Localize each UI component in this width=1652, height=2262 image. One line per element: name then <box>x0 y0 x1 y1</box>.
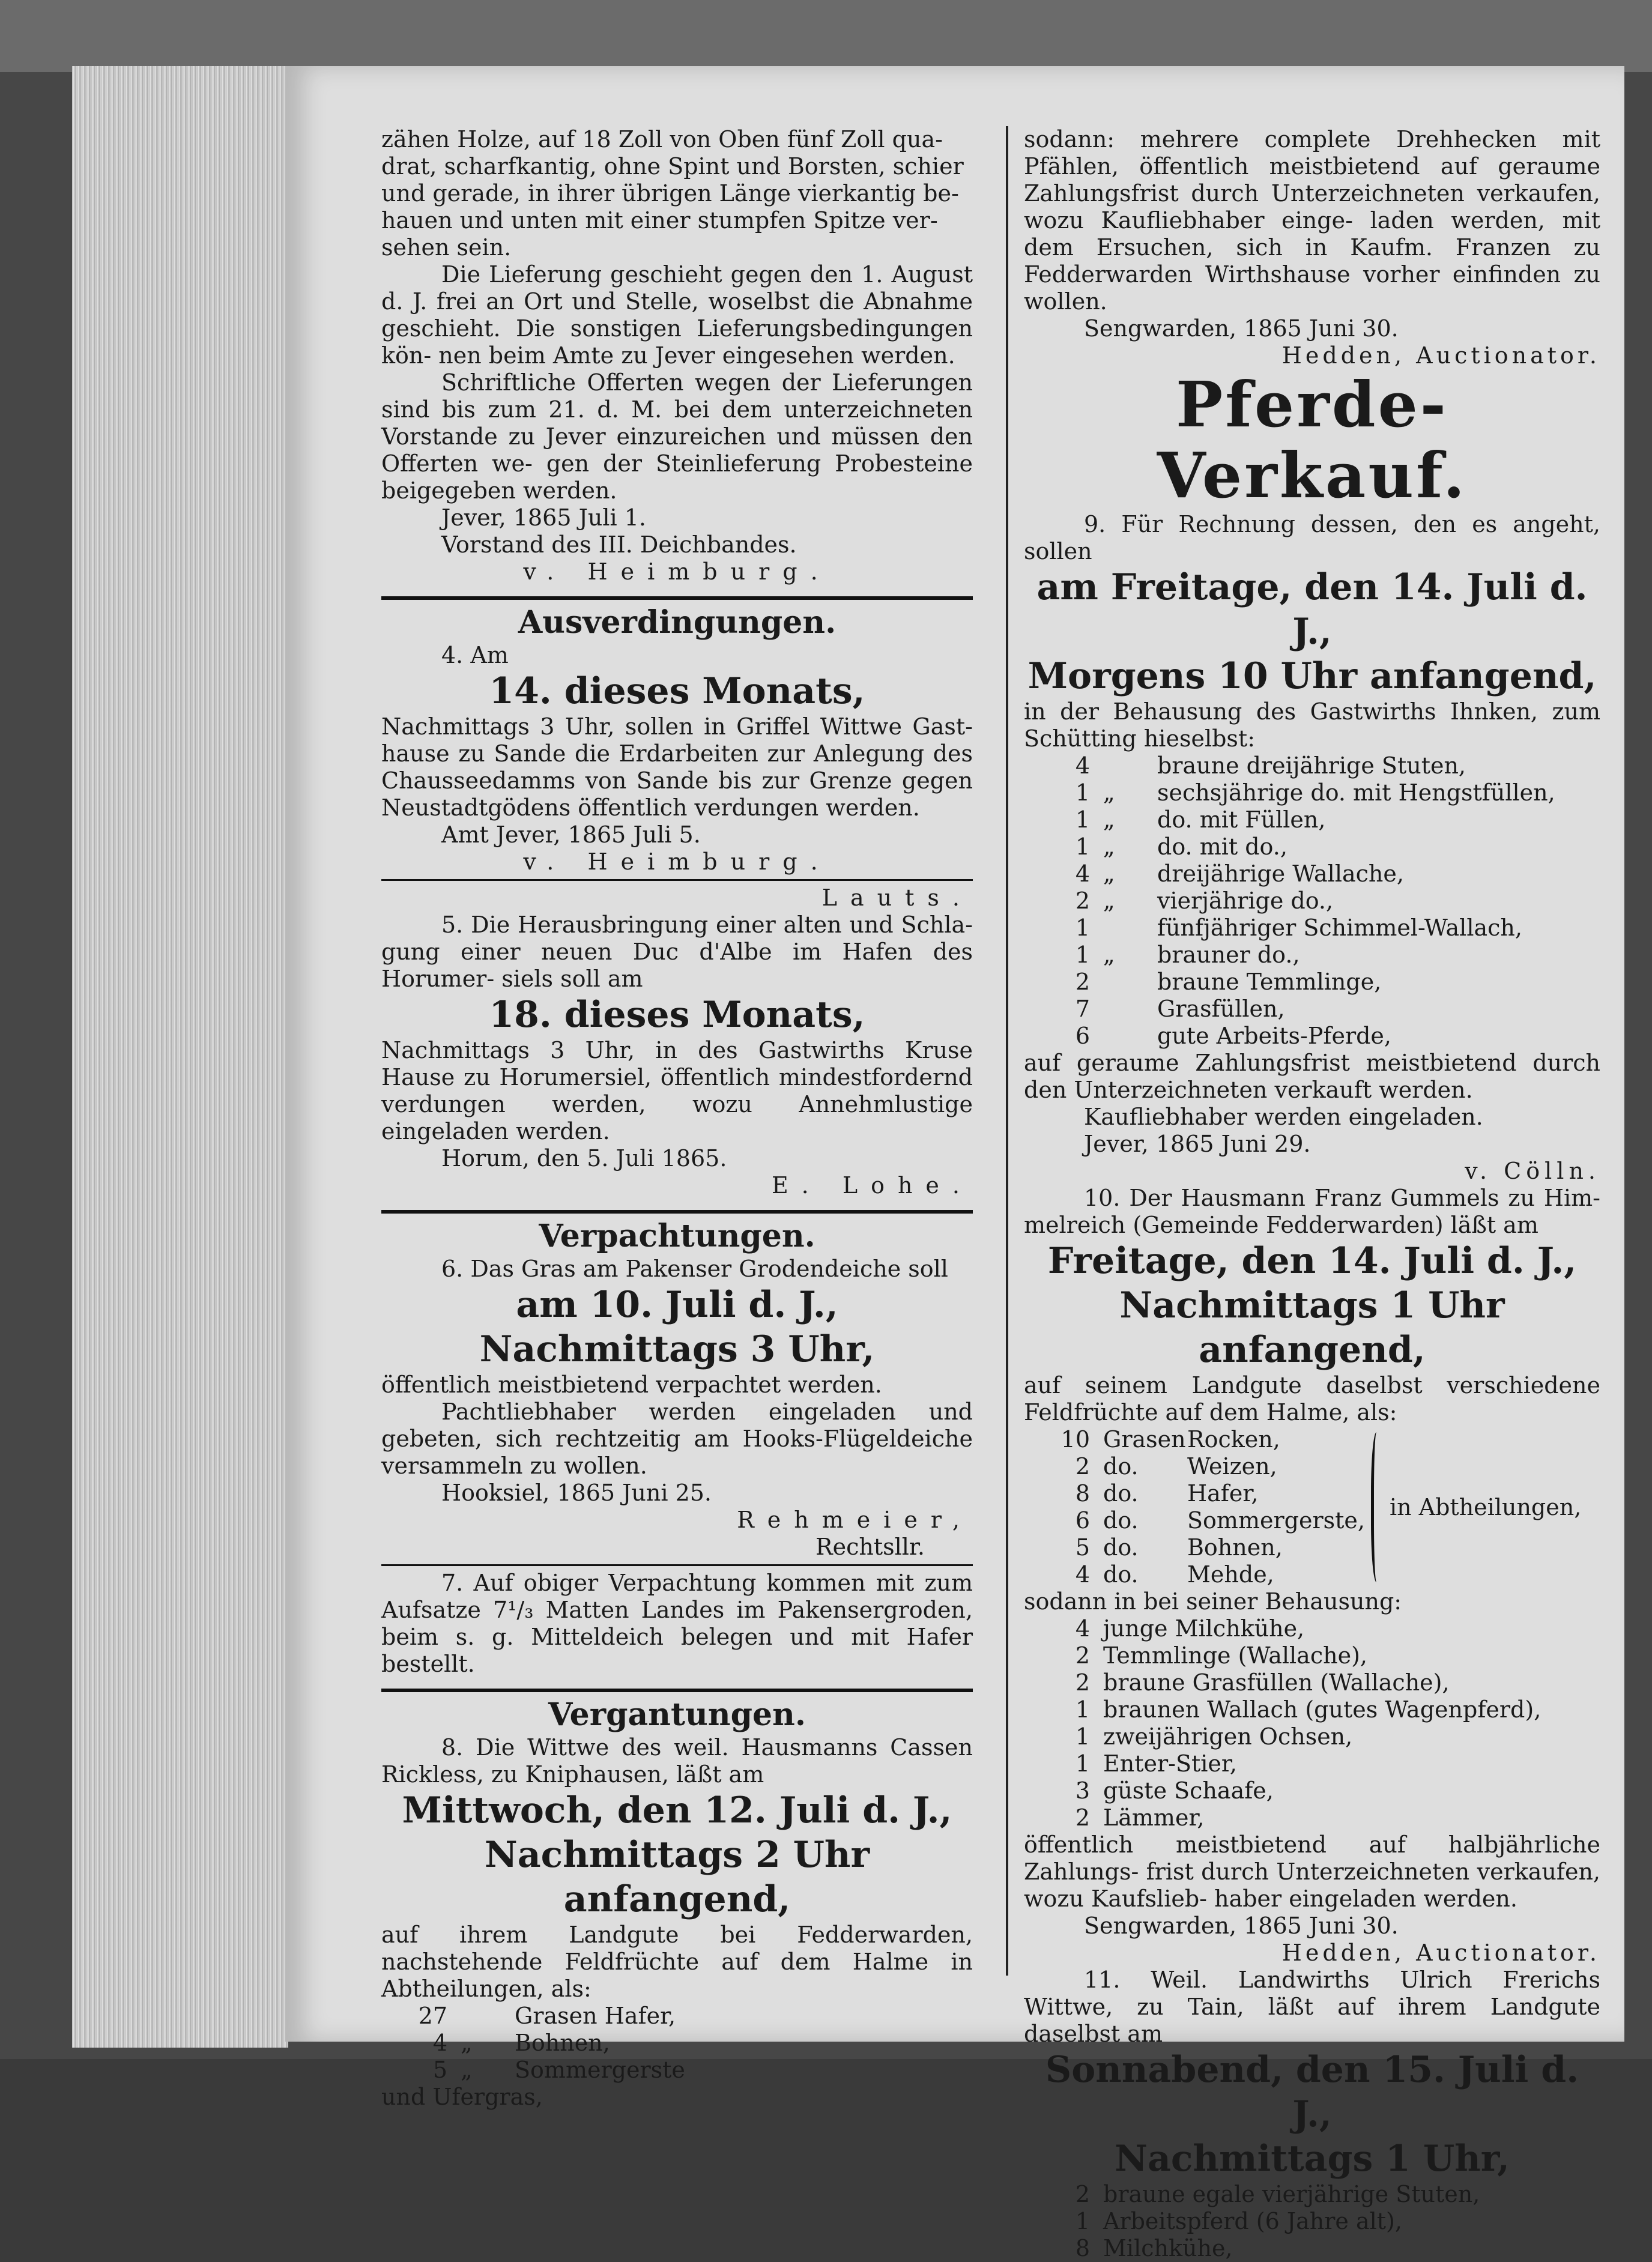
right-column <box>1024 126 1600 2262</box>
item-text: zweijährigen Ochsen, <box>1103 1723 1353 1750</box>
ad11-list <box>1024 2181 1600 2262</box>
ad6-date: am 10. Juli d. J., Nachmittags 3 Uhr, <box>479 1284 875 1370</box>
item-text: Hafer, <box>1187 1480 1259 1507</box>
item-text: brauner do., <box>1157 942 1300 968</box>
list-item <box>1024 1669 1600 1696</box>
item-ditto: do. <box>1103 1480 1139 1507</box>
intro-line: und gerade, in ihrer übrigen Länge vierkantig be- <box>381 180 959 207</box>
signature: v. Heimburg. <box>523 558 831 585</box>
section-heading-verpachtungen: Verpachtungen. <box>539 1218 815 1254</box>
ad9-time: Morgens 10 Uhr anfangend, <box>1027 655 1597 697</box>
item-count: 10 <box>1060 1426 1090 1453</box>
item-text: gute Arbeits-Pferde, <box>1157 1023 1392 1049</box>
ad10-signature: Hedden, Auctionator. <box>1281 1940 1600 1966</box>
ad9-text-3: auf geraume Zahlungsfrist meistbietend durch den Unterzeichneten verkauft werden. <box>1024 1050 1600 1103</box>
list-item <box>1024 996 1600 1023</box>
item-count: 2 <box>1075 969 1090 995</box>
ad11-text: 11. Weil. Landwirths Ulrich Frerichs Wittwe, zu Tain, läßt auf ihrem Landgute daselbst am <box>1024 1967 1600 2047</box>
column-divider <box>1006 126 1008 1976</box>
item-ditto: „ <box>461 2030 473 2056</box>
item-count: 8 <box>1075 1480 1090 1507</box>
item-ditto: do. <box>1103 1534 1139 1561</box>
ad8-end: und Ufergras, <box>381 2084 543 2110</box>
list-item <box>1024 1480 1365 1507</box>
ad4-signature: v. Heimburg. <box>523 848 831 875</box>
list-item <box>1024 860 1600 888</box>
list-item <box>1024 942 1600 969</box>
section-heading-vergantungen: Vergantungen. <box>548 1696 806 1733</box>
ad8-date: Mittwoch, den 12. Juli d. J., <box>402 1789 952 1831</box>
brace-icon <box>1371 1432 1385 1582</box>
list-item <box>1024 1723 1600 1750</box>
item-ditto <box>461 2003 515 2030</box>
item-text: güste Schaafe, <box>1103 1777 1274 1804</box>
left-column <box>381 126 973 2111</box>
section-rule <box>381 1689 973 1692</box>
list-item <box>1024 1750 1600 1777</box>
item-text: braune Grasfüllen (Wallache), <box>1103 1669 1450 1696</box>
item-count: 1 <box>1075 806 1090 833</box>
list-item <box>1024 1696 1600 1723</box>
item-count: 1 <box>1075 915 1090 941</box>
ad4-signature-2: Lauts. <box>821 885 973 911</box>
ad6-signature: Rehmeier, <box>737 1507 973 1533</box>
item-ditto: „ <box>1103 806 1115 833</box>
item-text: Bohnen, <box>515 2030 610 2056</box>
item-text: Lämmer, <box>1103 1804 1205 1831</box>
item-text: Enter-Stier, <box>1103 1750 1237 1777</box>
item-count: 1 <box>1075 833 1090 860</box>
item-count: 3 <box>1075 1777 1090 1804</box>
ad10-place: Sengwarden, 1865 Juni 30. <box>1084 1913 1399 1939</box>
list-item <box>1024 2181 1600 2208</box>
item-text: Temmlinge (Wallache), <box>1103 1642 1367 1669</box>
item-ditto <box>1103 752 1157 779</box>
ad9-date: am Freitage, den 14. Juli d. J., <box>1036 566 1588 653</box>
item-text: braunen Wallach (gutes Wagenpferd), <box>1103 1696 1542 1723</box>
list-item <box>1024 969 1600 996</box>
ad11-time: Nachmittags 1 Uhr, <box>1115 2138 1510 2180</box>
ad10-bracket-label: in Abtheilungen, <box>1389 1493 1582 1520</box>
item-ditto: do. <box>1103 1507 1139 1534</box>
list-item <box>1024 833 1600 860</box>
ad7-text: 7. Auf obiger Verpachtung kommen mit zum Aufsatze 7¹/₃ Matten Landes im Pakensergroden, beim s. g. Mitteldeich belegen und mit Hafer bestellt. <box>381 1570 973 1677</box>
ad6-text: 6. Das Gras am Pakenser Grodendeiche soll <box>441 1256 948 1282</box>
item-count: 1 <box>1075 942 1090 968</box>
list-item <box>381 2003 973 2030</box>
ad9-text-4: Kaufliebhaber werden eingeladen. <box>1084 1104 1483 1130</box>
item-text: Rocken, <box>1187 1426 1280 1453</box>
ad6-text-2: öffentlich meistbietend verpachtet werden. <box>381 1371 882 1398</box>
item-count: 4 <box>1075 1561 1090 1588</box>
item-count: 4 <box>432 2030 447 2056</box>
ad5-signature: E. Lohe. <box>771 1172 973 1199</box>
list-item <box>1024 915 1600 942</box>
section-rule <box>381 1210 973 1214</box>
item-ditto <box>1103 915 1157 942</box>
item-ditto: „ <box>1103 942 1115 968</box>
list-item <box>1024 1534 1365 1561</box>
item-text: junge Milchkühe, <box>1103 1615 1305 1642</box>
list-item <box>381 2030 973 2057</box>
item-count: 7 <box>1075 996 1090 1022</box>
divider <box>381 879 973 881</box>
item-ditto <box>1103 969 1157 996</box>
ad4-place: Amt Jever, 1865 Juli 5. <box>441 821 701 848</box>
scan-top-margin <box>0 0 1652 72</box>
item-text: Mehde, <box>1187 1561 1274 1588</box>
item-ditto: Grasen <box>1103 1426 1186 1453</box>
offers-text: Schriftliche Offerten wegen der Lieferungen sind bis zum 21. d. M. bei dem unterzeichneten Vorstande zu Jever einzureichen und müssen den Offerten we- gen der Steinlieferung Probesteine beigegeben werden. <box>381 369 973 504</box>
item-text: Arbeitspferd (6 Jahre alt), <box>1103 2208 1402 2234</box>
ad8-time: Nachmittags 2 Uhr anfangend, <box>484 1834 870 1920</box>
item-count: 6 <box>1075 1507 1090 1534</box>
item-count: 2 <box>1075 1642 1090 1669</box>
ad10-time: Nachmittags 1 Uhr anfangend, <box>1119 1284 1505 1371</box>
item-text: Grasfüllen, <box>1157 996 1285 1022</box>
item-text: braune Temmlinge, <box>1157 969 1382 995</box>
item-count: 8 <box>1075 2235 1090 2261</box>
place-date: Jever, 1865 Juli 1. <box>441 504 646 531</box>
item-count: 4 <box>1075 752 1090 779</box>
ad10-text-2: auf seinem Landgute daselbst verschiedene Feldfrüchte auf dem Halme, als: <box>1024 1372 1600 1426</box>
intro-line: zähen Holze, auf 18 Zoll von Oben fünf Zoll qua- <box>381 126 943 153</box>
ad9-text-2: in der Behausung des Gastwirths Ihnken, zum Schütting hieselbst: <box>1024 698 1600 752</box>
item-text: fünfjähriger Schimmel-Wallach, <box>1157 915 1522 941</box>
item-count: 4 <box>1075 860 1090 887</box>
item-text: do. mit do., <box>1157 833 1287 860</box>
item-count: 2 <box>1075 2181 1090 2207</box>
ad9-signature: v. Cölln. <box>1465 1158 1600 1184</box>
item-count: 2 <box>1075 888 1090 914</box>
ad10-text-3: sodann in bei seiner Behausung: <box>1024 1588 1402 1615</box>
ad9-place: Jever, 1865 Juni 29. <box>1084 1131 1311 1157</box>
ad8-text-2: auf ihrem Landgute bei Fedderwarden, nachstehende Feldfrüchte auf dem Halme in Abtheilungen, als: <box>381 1922 973 2002</box>
divider <box>381 1564 973 1566</box>
item-ditto: „ <box>1103 888 1115 914</box>
item-ditto: do. <box>1103 1561 1139 1588</box>
item-text: sechsjährige do. mit Hengstfüllen, <box>1157 779 1555 806</box>
list-item <box>381 2057 973 2084</box>
list-item <box>1024 1507 1365 1534</box>
newspaper-page <box>285 66 1624 2261</box>
item-ditto <box>1103 1023 1157 1050</box>
ad5-date: 18. dieses Monats, <box>489 994 865 1036</box>
ad5-text: 5. Die Herausbringung einer alten und Schla- gung einer neuen Duc d'Albe im Hafen des Horumer- siels soll am <box>381 912 973 992</box>
item-ditto: „ <box>1103 779 1115 806</box>
ad10-text: 10. Der Hausmann Franz Gummels zu Him- melreich (Gemeinde Fedderwarden) läßt am <box>1024 1185 1600 1238</box>
item-count: 4 <box>1075 1615 1090 1642</box>
item-ditto: „ <box>1103 860 1115 887</box>
ad6-place: Hooksiel, 1865 Juni 25. <box>441 1480 712 1506</box>
ad5-text-2: Nachmittags 3 Uhr, in des Gastwirths Kruse Hause zu Horumersiel, öffentlich mindestfordernd verdungen werden, wozu Annehmlustige eingeladen werden. <box>381 1037 973 1145</box>
intro-text: sodann: mehrere complete Drehhecken mit Pfählen, öffentlich meistbietend auf geraume Zahlungsfrist durch Unterzeichneten verkaufen, wozu Kaufliebhaber einge- laden werden, mit dem Ersuchen, sich in Kaufm. Franzen zu Fedderwarden Wirthshause vorher einfinden zu wollen. <box>1024 126 1600 315</box>
list-item <box>1024 1777 1600 1804</box>
ad10-crops-group <box>1024 1426 1600 1588</box>
item-count: 1 <box>1075 779 1090 806</box>
delivery-text: Die Lieferung geschieht gegen den 1. August d. J. frei an Ort und Stelle, woselbst die Abnahme geschieht. Die sonstigen Lieferungsbedingungen kön- nen beim Amte zu Jever eingesehen werden. <box>381 261 973 369</box>
list-item <box>1024 1426 1365 1453</box>
list-item <box>1024 806 1600 833</box>
item-text: Sommergerste <box>515 2057 685 2083</box>
ad11-date: Sonnabend, den 15. Juli d. J., <box>1045 2049 1579 2135</box>
item-text: Grasen Hafer, <box>515 2003 676 2029</box>
item-text: Sommergerste, <box>1187 1507 1365 1534</box>
ad10-date: Freitage, den 14. Juli d. J., <box>1047 1240 1577 1282</box>
intro-line: sehen sein. <box>381 234 512 261</box>
item-text: Bohnen, <box>1187 1534 1283 1561</box>
list-item <box>1024 2208 1600 2235</box>
ad9-list <box>1024 752 1600 1050</box>
ad6-signature-role: Rechtsllr. <box>815 1534 925 1560</box>
ad4-date: 14. dieses Monats, <box>489 670 865 712</box>
ad4-text: Nachmittags 3 Uhr, sollen in Griffel Wittwe Gast- hause zu Sande die Erdarbeiten zur Anlegung des Chausseedamms von Sande bis zur Grenze gegen Neustadtgödens öffentlich verdungen werden. <box>381 713 973 821</box>
ad10-text-4: öffentlich meistbietend auf halbjährliche Zahlungs- frist durch Unterzeichneten verkaufen, wozu Kaufslieb- haber eingeladen werden. <box>1024 1831 1600 1912</box>
item-ditto <box>1103 996 1157 1023</box>
item-count: 6 <box>1075 1023 1090 1049</box>
item-text: vierjährige do., <box>1157 888 1334 914</box>
list-item <box>1024 1023 1600 1050</box>
list-item <box>1024 1615 1600 1642</box>
ad9-text: 9. Für Rechnung dessen, den es angeht, sollen <box>1024 511 1600 564</box>
ad5-place: Horum, den 5. Juli 1865. <box>441 1145 727 1172</box>
item-text: Milchkühe, <box>1103 2235 1233 2261</box>
list-item <box>1024 779 1600 806</box>
ad10-list <box>1024 1615 1600 1831</box>
list-item <box>1024 1453 1365 1480</box>
item-count: 2 <box>1075 1804 1090 1831</box>
item-count: 1 <box>1075 1750 1090 1777</box>
item-text: braune egale vierjährige Stuten, <box>1103 2181 1480 2207</box>
ad6-text-3: Pachtliebhaber werden eingeladen und gebeten, sich rechtzeitig am Hooks-Flügeldeiche versammeln zu wollen. <box>381 1399 973 1479</box>
ad8-text: 8. Die Wittwe des weil. Hausmanns Cassen Rickless, zu Kniphausen, läßt am <box>381 1734 973 1788</box>
ad10-crops-list <box>1024 1426 1365 1588</box>
ad4-number: 4. Am <box>441 642 509 668</box>
intro-line: hauen und unten mit einer stumpfen Spitze ver- <box>381 207 938 234</box>
headline-pferde-verkauf: Pferde-Verkauf. <box>1157 367 1468 512</box>
item-count: 5 <box>432 2057 447 2083</box>
board-name: Vorstand des III. Deichbandes. <box>441 531 797 558</box>
list-item <box>1024 752 1600 779</box>
item-count: 27 <box>418 2003 447 2029</box>
item-count: 2 <box>1075 1453 1090 1480</box>
item-count: 1 <box>1075 2208 1090 2234</box>
section-rule <box>381 596 973 600</box>
list-item <box>1024 1804 1600 1831</box>
item-count: 5 <box>1075 1534 1090 1561</box>
item-ditto: „ <box>1103 833 1115 860</box>
list-item <box>1024 1642 1600 1669</box>
item-count: 1 <box>1075 1696 1090 1723</box>
intro-line: drat, scharfkantig, ohne Spint und Borsten, schier <box>381 153 964 180</box>
list-item <box>1024 2235 1600 2262</box>
item-text: Weizen, <box>1187 1453 1277 1480</box>
item-text: do. mit Füllen, <box>1157 806 1326 833</box>
item-ditto: „ <box>461 2057 473 2083</box>
book-page-edges <box>72 66 288 2048</box>
list-item <box>1024 1561 1365 1588</box>
item-count: 2 <box>1075 1669 1090 1696</box>
signature: Hedden, Auctionator. <box>1281 342 1600 369</box>
item-count: 1 <box>1075 1723 1090 1750</box>
item-text: dreijährige Wallache, <box>1157 860 1404 887</box>
list-item <box>1024 888 1600 915</box>
item-text: braune dreijährige Stuten, <box>1157 752 1466 779</box>
place-date: Sengwarden, 1865 Juni 30. <box>1084 315 1399 342</box>
item-ditto: do. <box>1103 1453 1139 1480</box>
section-heading-ausverdingungen: Ausverdingungen. <box>518 604 837 641</box>
